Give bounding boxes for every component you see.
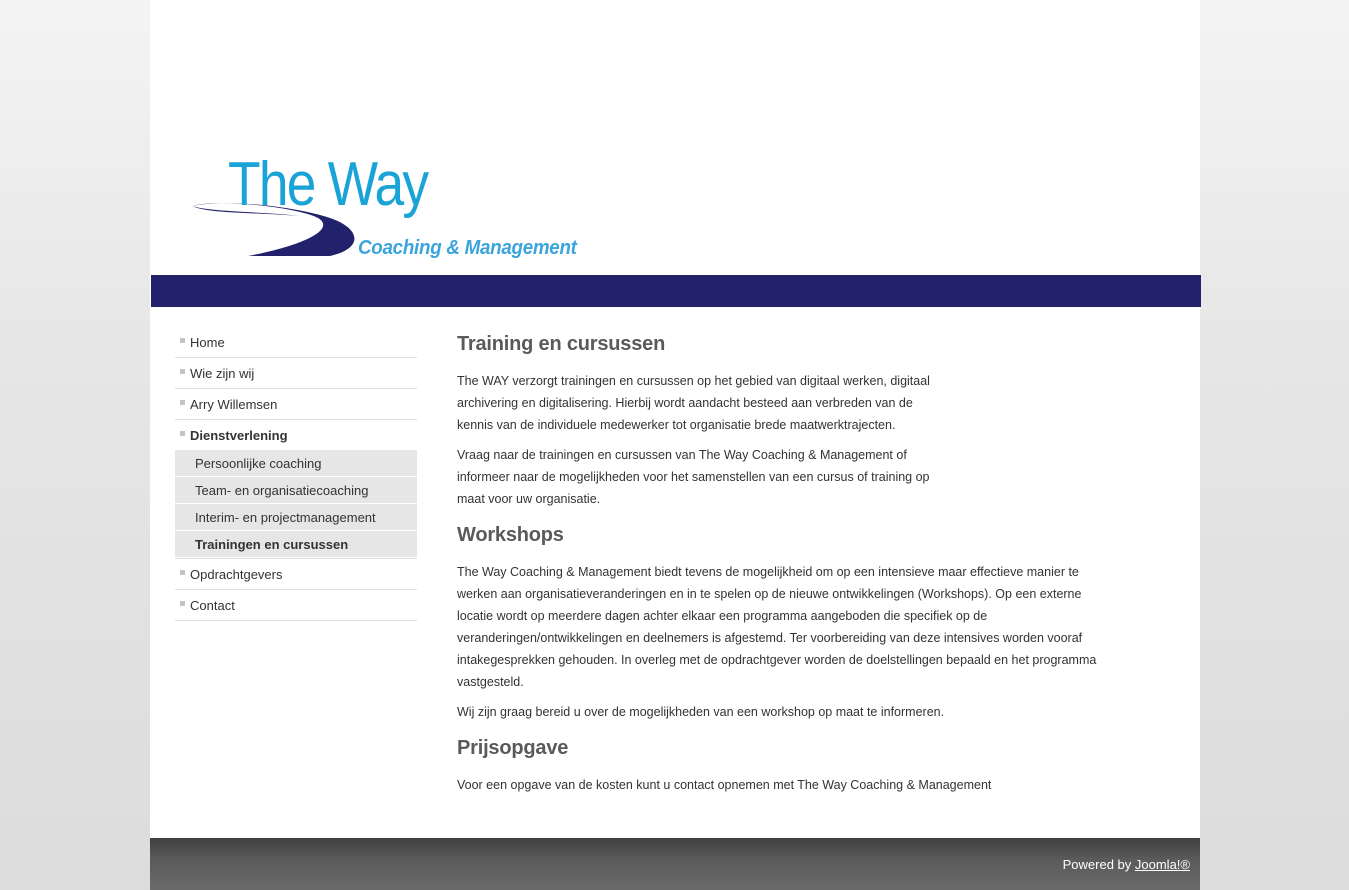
bullet-icon [180, 338, 185, 343]
section-heading-prijsopgave: Prijsopgave [457, 737, 569, 759]
bullet-icon [180, 601, 185, 606]
nav-band [151, 275, 1201, 307]
submenu-item-team-organisatiecoaching[interactable]: Team- en organisatiecoaching [175, 477, 417, 503]
main-content [457, 330, 1107, 796]
logo-title: The Way [228, 150, 428, 219]
sidebar-item-contact[interactable] [175, 590, 417, 621]
sidebar-item-label: Home [190, 334, 225, 350]
bullet-icon [180, 570, 185, 575]
bullet-icon [180, 369, 185, 374]
workshops-info-paragraph: Wij zijn graag bereid u over de mogelijkheden van een workshop op maat te informeren. [457, 705, 945, 719]
sidebar-item-label: Opdrachtgevers [190, 566, 283, 582]
workshops-paragraph: The Way Coaching & Management biedt tevens de mogelijkheid om op een intensieve maar effectieve manier te werken aan organisatieveranderingen en in te spelen op de nieuwe ontwikkelingen (Workshops). Op een externe locatie wordt op meerdere dagen achter elkaar een programma aangeboden die specifiek op de veranderingen/ontwikkelingen en deelnemers is afgestemd. Ter voorbereiding van deze intensives worden vooraf intakegesprekken gehouden. In overleg met de opdrachtgever worden de doelstellingen bepaald en het programma vastgesteld. [457, 565, 1097, 689]
sidebar-item-label: Dienstverlening [190, 427, 288, 443]
sidebar-menu [175, 327, 417, 621]
page-title: Training en cursussen [457, 333, 666, 355]
sidebar-item-wie-zijn-wij[interactable] [175, 358, 417, 389]
powered-by-text [1063, 857, 1190, 872]
submenu-item-trainingen-cursussen[interactable]: Trainingen en cursussen [175, 531, 417, 557]
sidebar-item-opdrachtgevers[interactable] [175, 558, 417, 590]
footer [150, 838, 1200, 890]
bullet-icon [180, 431, 185, 436]
sidebar-item-label: Arry Willemsen [190, 396, 278, 412]
intro-paragraph: The WAY verzorgt trainingen en cursussen op het gebied van digitaal werken, digitaal archivering en digitalisering. Hierbij wordt aandacht besteed aan verbreden van de kennis van de individuele medewerker tot organisatie brede maatwerktrajecten. [457, 374, 930, 432]
prijsopgave-paragraph: Voor een opgave van de kosten kunt u contact opnemen met The Way Coaching & Management [457, 778, 992, 792]
powered-by-label: Powered by [1062, 857, 1132, 872]
section-heading-workshops: Workshops [457, 524, 564, 546]
sidebar-item-home[interactable] [175, 327, 417, 358]
sidebar-item-arry-willemsen[interactable] [175, 389, 417, 420]
submenu-item-interim-projectmanagement[interactable]: Interim- en projectmanagement [175, 504, 417, 530]
sidebar-item-label: Contact [190, 597, 235, 613]
site-logo[interactable] [190, 150, 610, 265]
bullet-icon [180, 400, 185, 405]
sidebar-item-dienstverlening[interactable] [175, 420, 417, 450]
submenu [175, 450, 417, 557]
page-container [150, 0, 1200, 890]
sidebar-item-label: Wie zijn wij [190, 365, 255, 381]
joomla-link[interactable]: Joomla!® [1134, 857, 1190, 872]
logo-subtitle: Coaching & Management [358, 237, 577, 259]
submenu-item-persoonlijke-coaching[interactable]: Persoonlijke coaching [175, 450, 417, 476]
info-paragraph: Vraag naar de trainingen en cursussen van The Way Coaching & Management of informeer naar de mogelijkheden voor het samenstellen van een cursus of training op maat voor uw organisatie. [457, 448, 930, 506]
